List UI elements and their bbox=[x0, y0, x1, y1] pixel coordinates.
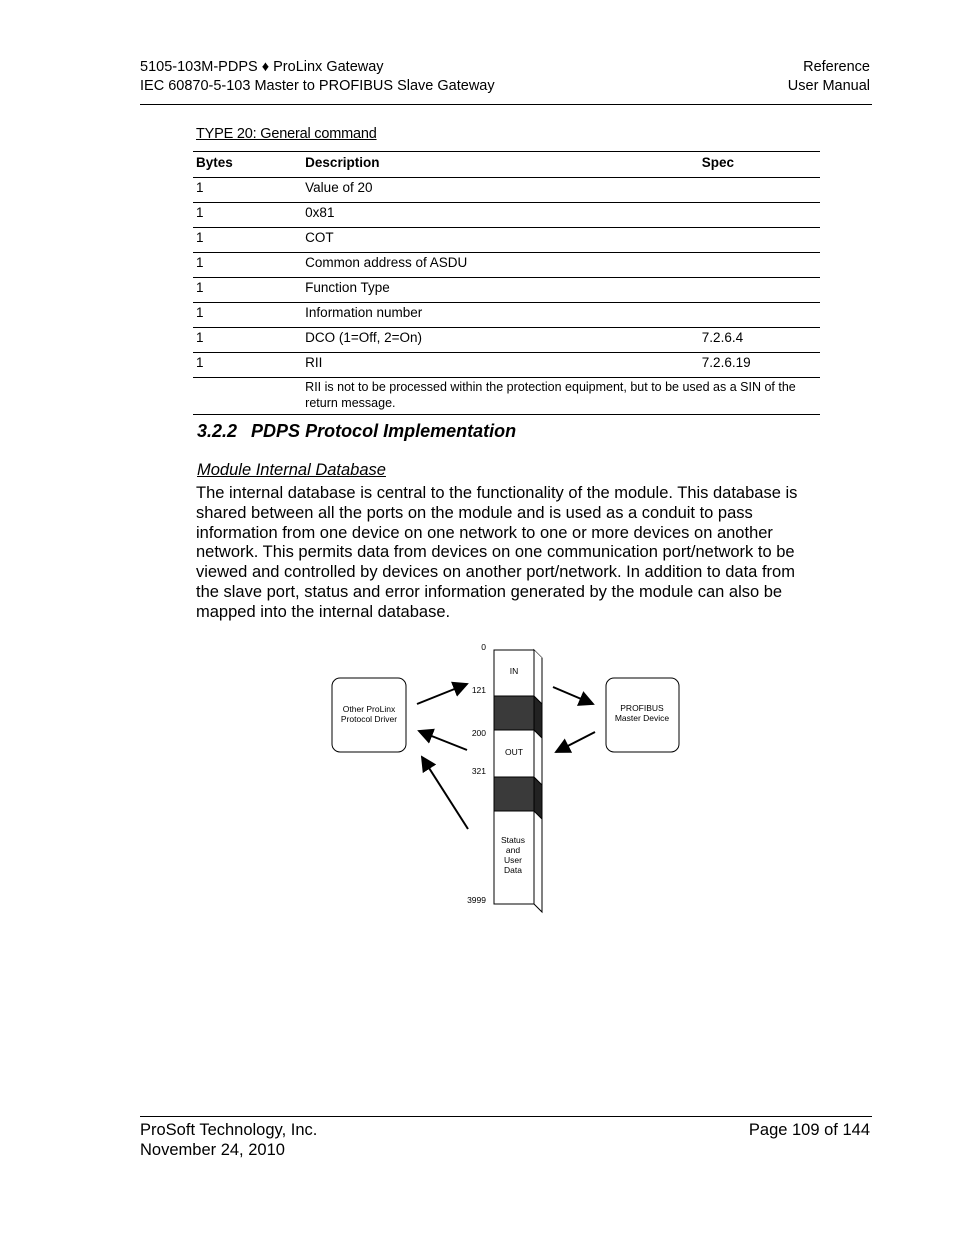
section-number: 3.2.2 bbox=[197, 421, 238, 441]
table-row bbox=[193, 178, 820, 203]
cell-bytes: 1 bbox=[193, 228, 302, 253]
reserved-block-2-side bbox=[534, 777, 542, 819]
page-header-right bbox=[788, 58, 870, 96]
cell-spec bbox=[699, 228, 820, 253]
section-title: PDPS Protocol Implementation bbox=[251, 421, 517, 441]
arrow-profibus-to-out bbox=[556, 732, 595, 752]
cell-description: Value of 20 bbox=[302, 178, 699, 203]
table-row bbox=[193, 253, 820, 278]
cell-description: DCO (1=Off, 2=On) bbox=[302, 328, 699, 353]
segment-out-label: OUT bbox=[505, 747, 523, 757]
right-box-label-1: PROFIBUS bbox=[620, 703, 664, 713]
arrow-in-to-profibus bbox=[553, 687, 593, 704]
subheading: Module Internal Database bbox=[197, 461, 386, 479]
table-row bbox=[193, 278, 820, 303]
header-subtitle: IEC 60870-5-103 Master to PROFIBUS Slave Gateway bbox=[140, 78, 495, 94]
section-heading bbox=[197, 421, 516, 442]
table-note: RII is not to be processed within the protection equipment, but to be used as a SIN of the return message. bbox=[302, 378, 820, 415]
cell-description: 0x81 bbox=[302, 203, 699, 228]
table-row bbox=[193, 328, 820, 353]
header-divider bbox=[140, 104, 872, 105]
cell-bytes: 1 bbox=[193, 278, 302, 303]
table-row bbox=[193, 303, 820, 328]
cell-bytes: 1 bbox=[193, 353, 302, 378]
cell-description: Information number bbox=[302, 303, 699, 328]
address-200-label: 200 bbox=[471, 728, 486, 738]
cell-description: COT bbox=[302, 228, 699, 253]
footer-date: November 24, 2010 bbox=[140, 1141, 285, 1159]
left-box-label-1: Other ProLinx bbox=[342, 704, 396, 714]
footer-company: ProSoft Technology, Inc. bbox=[140, 1121, 318, 1139]
reserved-block-1-side bbox=[534, 696, 542, 738]
address-0-label: 0 bbox=[481, 642, 486, 652]
body-paragraph: The internal database is central to the functionality of the module. This database is shared between all the ports on the module and is used as a conduit to pass information from one device on one network to one or more devices on another network. This permits data from devices on one communication port/network to be viewed and controlled by devices on another port/network. In addition to data from the slave port, status and error information generated by the module can also be mapped into the internal database. bbox=[196, 484, 798, 621]
right-box-label-2: Master Device bbox=[614, 713, 670, 723]
left-box-label-2: Protocol Driver bbox=[340, 714, 398, 724]
cell-description: RII bbox=[302, 353, 699, 378]
segment-status-label-1: Status bbox=[500, 835, 526, 845]
table-caption: TYPE 20: General command bbox=[196, 126, 377, 142]
page-footer-left bbox=[140, 1120, 317, 1160]
cell-spec: 7.2.6.19 bbox=[699, 353, 820, 378]
cell-description: Function Type bbox=[302, 278, 699, 303]
table-header-row bbox=[193, 152, 820, 178]
cell-bytes: 1 bbox=[193, 328, 302, 353]
table-row bbox=[193, 353, 820, 378]
column-header-description: Description bbox=[302, 152, 699, 178]
header-manual: User Manual bbox=[787, 78, 870, 94]
cell-description: Common address of ASDU bbox=[302, 253, 699, 278]
cell-spec bbox=[699, 278, 820, 303]
cell-spec bbox=[699, 303, 820, 328]
header-product: 5105-103M-PDPS ♦ ProLinx Gateway bbox=[140, 59, 384, 75]
segment-status-label-4: Data bbox=[504, 865, 522, 875]
arrow-status-to-driver bbox=[422, 757, 468, 829]
general-command-table bbox=[193, 151, 820, 415]
reserved-block-2 bbox=[494, 777, 534, 811]
table-note-row bbox=[193, 378, 820, 415]
table-row bbox=[193, 203, 820, 228]
address-3999-label: 3999 bbox=[467, 895, 486, 905]
cell-spec bbox=[699, 253, 820, 278]
cell-bytes: 1 bbox=[193, 203, 302, 228]
address-321-label: 321 bbox=[471, 766, 486, 776]
page-footer-right bbox=[749, 1120, 870, 1140]
address-121-label: 121 bbox=[471, 685, 486, 695]
page-header-left bbox=[140, 58, 495, 96]
header-section: Reference bbox=[803, 59, 870, 75]
arrow-out-to-driver bbox=[419, 731, 467, 750]
segment-status-label-3: User bbox=[504, 855, 522, 865]
cell-spec: 7.2.6.4 bbox=[699, 328, 820, 353]
column-header-spec: Spec bbox=[699, 152, 820, 178]
cell-spec bbox=[699, 203, 820, 228]
table-row bbox=[193, 228, 820, 253]
cell-bytes: 1 bbox=[193, 303, 302, 328]
cell-empty bbox=[193, 378, 302, 415]
cell-spec bbox=[699, 178, 820, 203]
cell-bytes: 1 bbox=[193, 178, 302, 203]
segment-in-label: IN bbox=[509, 666, 519, 676]
internal-database-diagram bbox=[320, 640, 690, 920]
cell-bytes: 1 bbox=[193, 253, 302, 278]
footer-page-number: Page 109 of 144 bbox=[748, 1121, 870, 1139]
column-header-bytes: Bytes bbox=[193, 152, 302, 178]
reserved-block-1 bbox=[494, 696, 534, 730]
arrow-driver-to-in bbox=[417, 684, 467, 704]
segment-status-label-2: and bbox=[505, 845, 521, 855]
footer-divider bbox=[140, 1116, 872, 1117]
